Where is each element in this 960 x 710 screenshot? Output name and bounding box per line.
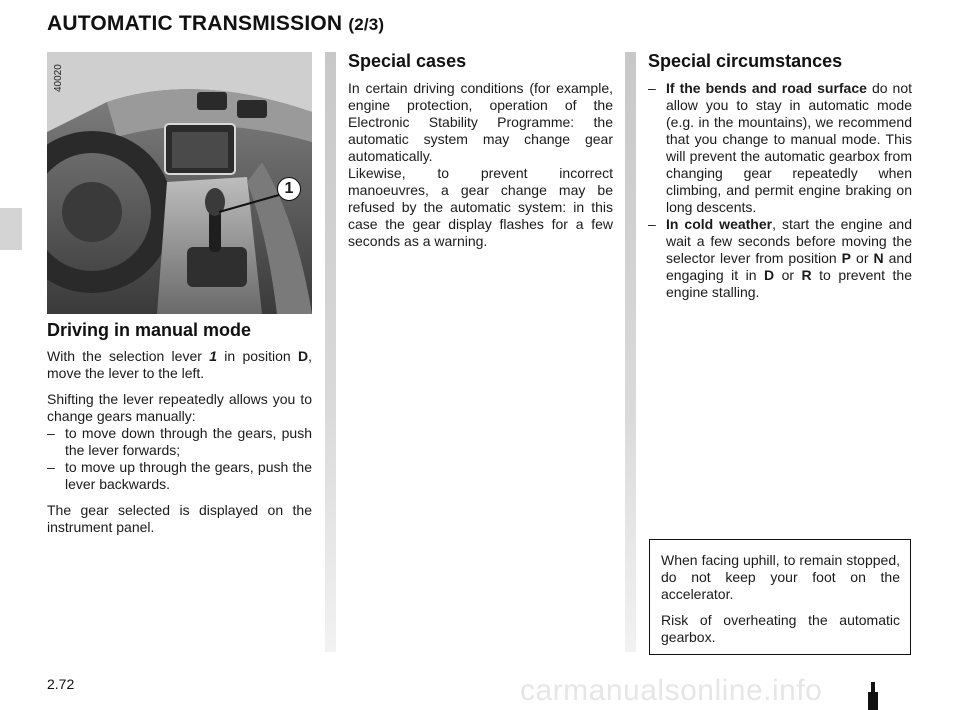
heading-driving-manual-mode: Driving in manual mode — [47, 320, 252, 340]
list-item — [648, 80, 912, 216]
heading-special-circumstances: Special circumstances — [648, 51, 843, 71]
figure-reference-number: 40020 — [53, 64, 64, 92]
heading-special-cases: Special cases — [348, 51, 467, 71]
watermark: carmanualsonline.info — [520, 674, 823, 707]
manual-mode-intro — [47, 348, 312, 382]
intro-part: With the selection lever — [47, 348, 210, 364]
dashboard-illustration — [47, 52, 312, 314]
chapter-side-tab — [0, 208, 22, 250]
key-r: R — [801, 267, 812, 283]
gear-display-paragraph: The gear selected is displayed on the instrument panel. — [47, 502, 312, 535]
shifting-list — [47, 425, 312, 493]
page-number: 2.72 — [47, 676, 75, 692]
list-item-bold: In cold weather — [666, 216, 773, 232]
page-title-text: AUTOMATIC TRANSMISSION — [47, 12, 343, 35]
corner-mark — [868, 692, 878, 710]
note-paragraph-2: Risk of overheating the automatic gearbox. — [661, 612, 900, 645]
warning-note-box — [649, 539, 911, 655]
shifting-paragraph: Shifting the lever repeatedly allows you to change gears manually: — [47, 391, 312, 424]
column-divider-left — [325, 52, 336, 652]
list-item-text: to prevent the engine stalling. — [666, 267, 912, 300]
list-item-text: do not allow you to stay in automatic mode (e.g. in the mountains), we recommend that you change to manual mode. This will prevent the automatic gearbox from changing gear repeatedly when climbing, and permit engine braking on long descents. — [666, 80, 912, 215]
list-item-text: or — [774, 267, 802, 283]
key-p: P — [841, 250, 852, 266]
position-d: D — [297, 348, 309, 364]
note-paragraph-1: When facing uphill, to remain stopped, do not keep your foot on the accelerator. — [661, 552, 900, 602]
special-cases-paragraph-1: In certain driving conditions (for example, engine protection, operation of the Electronic Stability Programme: the automatic system may change gear automatically. — [348, 80, 613, 164]
callout-1: 1 — [277, 177, 301, 201]
list-item-bold: If the bends and road surface — [666, 80, 867, 96]
page-title — [47, 12, 384, 36]
intro-part: in position — [216, 348, 298, 364]
circumstances-list — [648, 80, 912, 301]
gear-lever-photo — [47, 52, 312, 314]
list-item-text: , start the engine and wait a few seconds before moving the selector lever from position — [666, 216, 912, 266]
left-column-text — [47, 348, 312, 545]
list-item: – to move down through the gears, push the lever forwards; — [47, 425, 312, 459]
list-item — [648, 216, 912, 301]
lever-number: 1 — [209, 348, 217, 364]
list-item: – to move up through the gears, push the lever backwards. — [47, 459, 312, 493]
key-n: N — [873, 250, 884, 266]
special-cases-paragraph-2: Likewise, to prevent incorrect manoeuvres, a gear change may be refused by the automatic system: in this case the gear display flashes for a few seconds as a warning. — [348, 165, 613, 249]
middle-column-text — [348, 80, 613, 259]
right-column-text — [648, 80, 912, 301]
intro-part: , move the lever to the left. — [47, 348, 312, 381]
page-title-part: (2/3) — [348, 15, 385, 34]
list-item-text: and engaging it in — [666, 250, 912, 283]
list-item-text: or — [851, 250, 874, 266]
key-d: D — [763, 267, 775, 283]
column-divider-right — [625, 52, 636, 652]
